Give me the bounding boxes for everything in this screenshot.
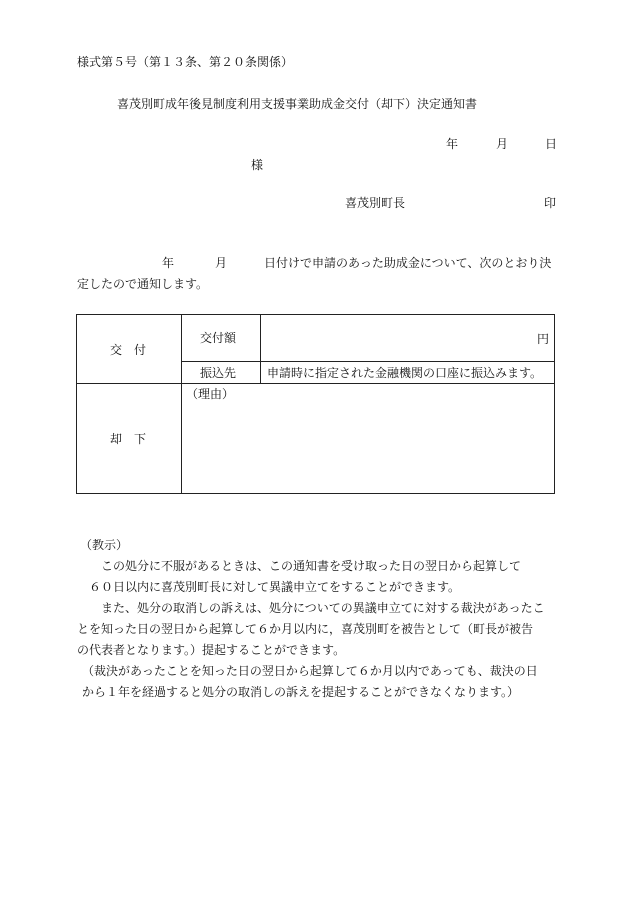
- issuer-seal: 印: [544, 196, 557, 210]
- transfer-text: 申請時に指定された金融機関の口座に振込みます。: [267, 366, 543, 380]
- notice-heading: （教示）: [80, 538, 129, 552]
- body-line-2: 定したので通知します。: [77, 277, 209, 291]
- notice-line: この処分に不服があるときは、この通知書を受け取った日の翌日から起算して: [101, 559, 522, 573]
- transfer-label: 振込先: [200, 366, 237, 380]
- notice-line: から１年を経過すると処分の取消しの訴えを提起することができなくなります。）: [82, 685, 520, 699]
- grant-label: 交 付: [110, 343, 147, 357]
- decision-table: [76, 314, 555, 494]
- addressee-honorific: 様: [251, 158, 264, 172]
- amount-unit: 円: [537, 332, 550, 346]
- notice-line: ６０日以内に喜茂別町長に対して異議申立てをすることができます。: [89, 580, 461, 594]
- body-month-label: 月: [215, 256, 228, 270]
- issuer-name: 喜茂別町長: [345, 196, 406, 210]
- body-text-after-date: 日付けで申請のあった助成金について、次のとおり決: [264, 256, 552, 270]
- document-title: 喜茂別町成年後見制度利用支援事業助成金交付（却下）決定通知書: [117, 97, 478, 111]
- date-year-label: 年: [446, 137, 459, 151]
- form-number: 様式第５号（第１３条、第２０条関係）: [77, 55, 294, 69]
- amount-label: 交付額: [200, 331, 237, 345]
- notice-line: （裁決があったことを知った日の翌日から起算して６か月以内であっても、裁決の日: [82, 664, 538, 678]
- notice-line: また、処分の取消しの訴えは、処分についての異議申立てに対する裁決があったこ: [101, 601, 545, 615]
- reject-label: 却 下: [110, 432, 147, 446]
- notice-line: の代表者となります。）提起することができます。: [77, 643, 346, 657]
- body-year-label: 年: [162, 256, 175, 270]
- reason-label: （理由）: [186, 387, 235, 401]
- notice-line: とを知った日の翌日から起算して６か月以内に，喜茂別町を被告として（町長が被告: [77, 622, 534, 636]
- date-day-label: 日: [545, 137, 558, 151]
- date-month-label: 月: [496, 137, 509, 151]
